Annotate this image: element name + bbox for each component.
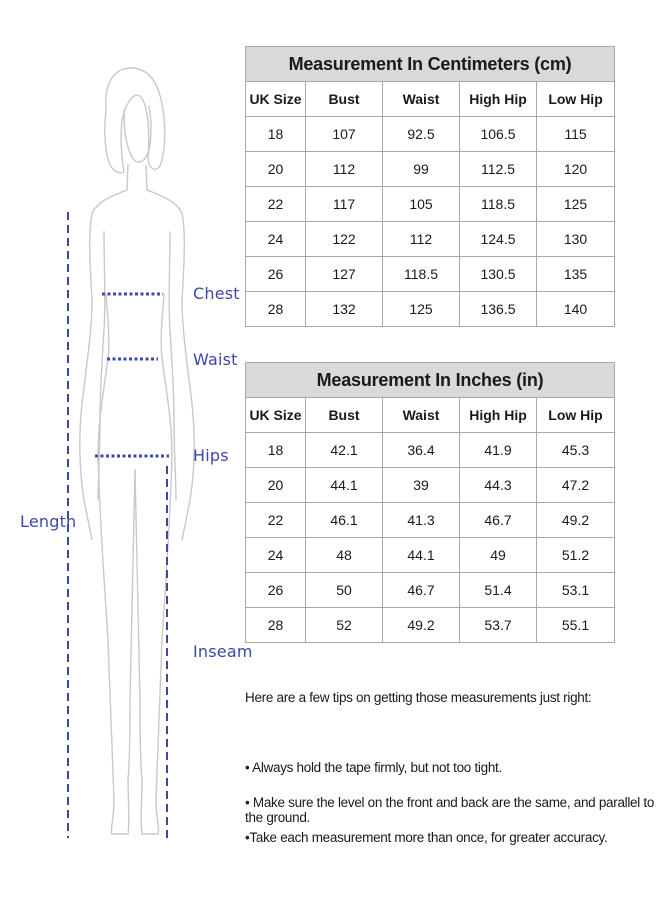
table-cell: 39: [383, 468, 460, 503]
tip-item: • Always hold the tape firmly, but not too tight.: [245, 760, 502, 775]
table-cell: 42.1: [306, 433, 383, 468]
table-cell: 112: [306, 152, 383, 187]
table-cell: 49.2: [537, 503, 615, 538]
table-row: [246, 468, 615, 503]
cm-size-table: [245, 46, 615, 327]
table-cell: 44.1: [383, 538, 460, 573]
table-cell: 55.1: [537, 608, 615, 643]
table-cell: 112.5: [460, 152, 537, 187]
table-cell: 120: [537, 152, 615, 187]
table-cell: 107: [306, 117, 383, 152]
tips-intro: Here are a few tips on getting those measurements just right:: [245, 690, 592, 705]
table-row: [246, 503, 615, 538]
table-cell: 18: [246, 433, 306, 468]
table-cell: 130: [537, 222, 615, 257]
table-cell: 36.4: [383, 433, 460, 468]
waist-label: Waist: [193, 350, 238, 369]
table-cell: 125: [537, 187, 615, 222]
cm-table-header-row: [246, 82, 615, 117]
table-row: [246, 292, 615, 327]
column-header: Waist: [383, 398, 460, 433]
table-row: [246, 608, 615, 643]
table-cell: 46.1: [306, 503, 383, 538]
column-header: Waist: [383, 82, 460, 117]
table-cell: 135: [537, 257, 615, 292]
tip-item: •Take each measurement more than once, for greater accuracy.: [245, 830, 608, 845]
column-header: UK Size: [246, 398, 306, 433]
chest-label: Chest: [193, 284, 240, 303]
table-cell: 22: [246, 187, 306, 222]
table-cell: 99: [383, 152, 460, 187]
table-cell: 46.7: [460, 503, 537, 538]
table-row: [246, 222, 615, 257]
table-cell: 105: [383, 187, 460, 222]
table-cell: 49: [460, 538, 537, 573]
tip-item: • Make sure the level on the front and back are the same, and parallel to the ground.: [245, 795, 655, 825]
table-cell: 122: [306, 222, 383, 257]
table-cell: 125: [383, 292, 460, 327]
table-row: [246, 117, 615, 152]
table-row: [246, 573, 615, 608]
column-header: Low Hip: [537, 82, 615, 117]
cm-table-title: Measurement In Centimeters (cm): [246, 47, 615, 82]
table-cell: 48: [306, 538, 383, 573]
table-cell: 127: [306, 257, 383, 292]
table-cell: 115: [537, 117, 615, 152]
table-cell: 50: [306, 573, 383, 608]
table-cell: 20: [246, 468, 306, 503]
table-cell: 136.5: [460, 292, 537, 327]
table-cell: 28: [246, 292, 306, 327]
table-row: [246, 152, 615, 187]
table-cell: 41.3: [383, 503, 460, 538]
table-cell: 18: [246, 117, 306, 152]
inseam-label: Inseam: [193, 642, 253, 661]
table-cell: 117: [306, 187, 383, 222]
table-cell: 124.5: [460, 222, 537, 257]
inch-table-header-row: [246, 398, 615, 433]
table-cell: 24: [246, 538, 306, 573]
table-cell: 24: [246, 222, 306, 257]
table-cell: 49.2: [383, 608, 460, 643]
table-cell: 118.5: [383, 257, 460, 292]
table-cell: 26: [246, 257, 306, 292]
table-cell: 51.4: [460, 573, 537, 608]
table-cell: 22: [246, 503, 306, 538]
table-row: [246, 187, 615, 222]
column-header: UK Size: [246, 82, 306, 117]
column-header: Low Hip: [537, 398, 615, 433]
table-row: [246, 257, 615, 292]
table-cell: 52: [306, 608, 383, 643]
table-cell: 53.7: [460, 608, 537, 643]
inch-table-title: Measurement In Inches (in): [246, 363, 615, 398]
table-cell: 130.5: [460, 257, 537, 292]
table-cell: 46.7: [383, 573, 460, 608]
table-cell: 53.1: [537, 573, 615, 608]
column-header: Bust: [306, 82, 383, 117]
table-cell: 45.3: [537, 433, 615, 468]
table-cell: 140: [537, 292, 615, 327]
table-cell: 92.5: [383, 117, 460, 152]
table-cell: 118.5: [460, 187, 537, 222]
table-cell: 44.3: [460, 468, 537, 503]
inch-size-table: [245, 362, 615, 643]
table-cell: 51.2: [537, 538, 615, 573]
table-cell: 47.2: [537, 468, 615, 503]
table-cell: 26: [246, 573, 306, 608]
column-header: High Hip: [460, 398, 537, 433]
table-row: [246, 538, 615, 573]
table-cell: 112: [383, 222, 460, 257]
hips-label: Hips: [193, 446, 229, 465]
table-cell: 28: [246, 608, 306, 643]
table-cell: 44.1: [306, 468, 383, 503]
table-cell: 106.5: [460, 117, 537, 152]
column-header: High Hip: [460, 82, 537, 117]
column-header: Bust: [306, 398, 383, 433]
table-cell: 20: [246, 152, 306, 187]
length-label: Length: [20, 512, 77, 531]
table-cell: 41.9: [460, 433, 537, 468]
table-cell: 132: [306, 292, 383, 327]
table-row: [246, 433, 615, 468]
